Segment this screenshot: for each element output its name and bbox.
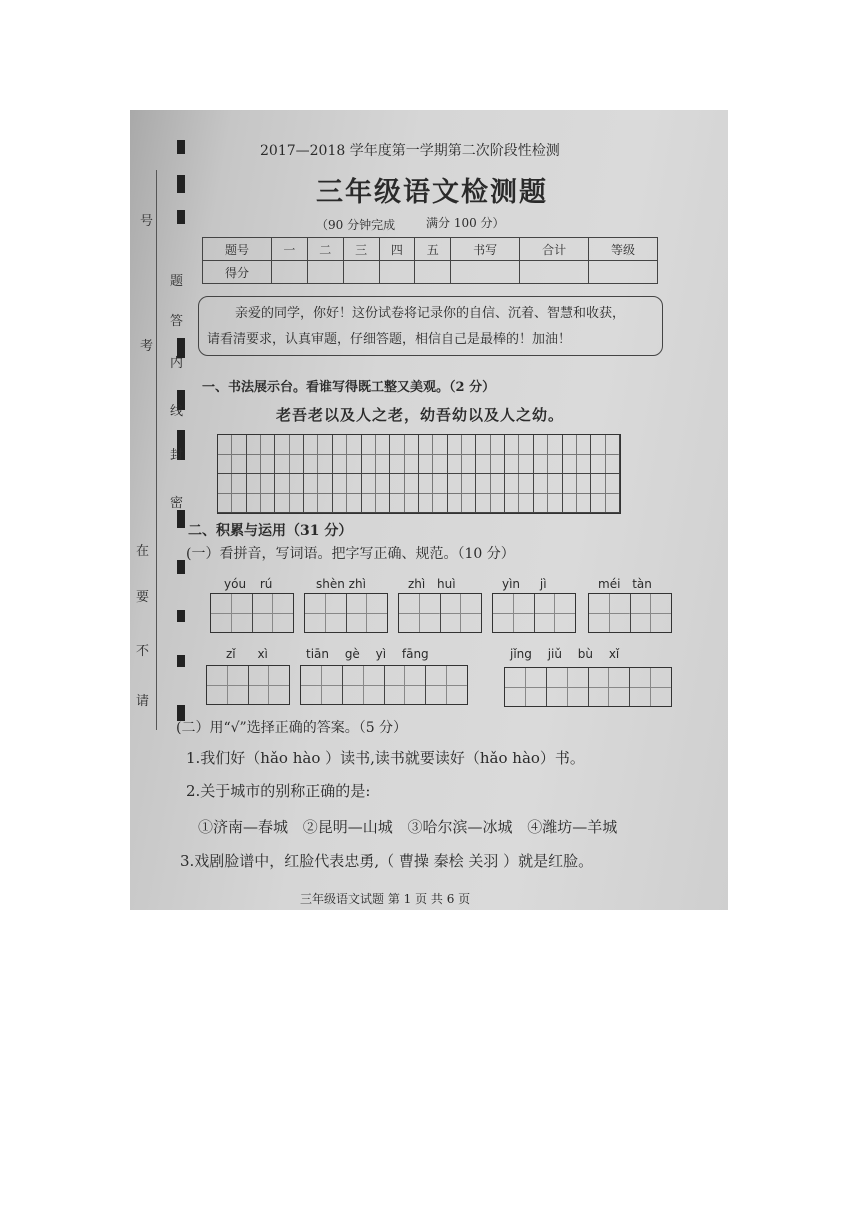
subsection-heading: (二）用“√”选择正确的答案。（5 分） xyxy=(176,720,408,736)
answer-boxes[interactable] xyxy=(398,593,482,633)
question-2: 2.关于城市的别称正确的是: xyxy=(186,782,371,800)
question-1: 1.我们好（hǎo hào ）读书,读书就要读好（hǎo hào）书。 xyxy=(186,749,585,767)
score-input-cell[interactable] xyxy=(271,261,307,284)
binding-mark xyxy=(177,175,185,193)
sidebar-char: 要 xyxy=(136,590,150,605)
score-table xyxy=(202,237,658,284)
answer-boxes[interactable] xyxy=(504,667,672,707)
pinyin-label: zǐ xì xyxy=(226,647,268,661)
table-cell: 一 xyxy=(271,238,307,261)
binding-mark xyxy=(177,140,185,154)
calligraphy-sentence: 老吾老以及人之老，幼吾幼以及人之幼。 xyxy=(276,406,565,424)
pinyin-label: yóu rú xyxy=(224,577,273,591)
score-input-cell[interactable] xyxy=(379,261,415,284)
sidebar-char: 内 xyxy=(170,356,184,371)
full-score: 满分 100 分） xyxy=(426,216,505,230)
pinyin-label: zhì huì xyxy=(408,577,456,591)
answer-boxes[interactable] xyxy=(304,593,388,633)
sidebar-char: 密 xyxy=(170,496,184,511)
table-cell: 书写 xyxy=(451,238,520,261)
sidebar-char: 答 xyxy=(170,314,184,329)
binding-mark xyxy=(177,510,185,528)
binding-line xyxy=(156,170,157,730)
table-row xyxy=(203,261,658,284)
sidebar-char: 线 xyxy=(170,404,184,419)
page-title: 三年级语文检测题 xyxy=(316,177,548,208)
table-cell: 三 xyxy=(343,238,379,261)
pinyin-label: jǐng jiǔ bù xǐ xyxy=(510,647,620,661)
table-cell: 题号 xyxy=(203,238,272,261)
answer-boxes[interactable] xyxy=(300,665,468,705)
binding-mark xyxy=(177,610,185,622)
pinyin-label: méi tàn xyxy=(598,577,652,591)
table-cell: 得分 xyxy=(203,261,272,284)
table-cell: 合计 xyxy=(520,238,589,261)
sidebar-char: 不 xyxy=(136,644,150,659)
section-heading: 二、积累与运用（31 分） xyxy=(188,523,353,539)
banner-line: 请看清要求，认真审题，仔细答题，相信自己是最棒的！加油！ xyxy=(207,332,572,347)
answer-boxes[interactable] xyxy=(206,665,290,705)
question-2-options: ①济南—春城 ②昆明—山城 ③哈尔滨—冰城 ④潍坊—羊城 xyxy=(198,818,618,836)
table-cell: 二 xyxy=(307,238,343,261)
banner-line: 亲爱的同学，你好！这份试卷将记录你的自信、沉着、智慧和收获， xyxy=(235,306,626,321)
binding-mark xyxy=(177,655,185,667)
calligraphy-grid[interactable] xyxy=(217,434,621,514)
score-input-cell[interactable] xyxy=(451,261,520,284)
table-cell: 等级 xyxy=(589,238,658,261)
score-input-cell[interactable] xyxy=(307,261,343,284)
sidebar-char: 题 xyxy=(170,274,184,289)
binding-mark xyxy=(177,210,185,224)
time-limit: （90 分钟完成 xyxy=(316,218,396,232)
score-input-cell[interactable] xyxy=(343,261,379,284)
answer-boxes[interactable] xyxy=(210,593,294,633)
sidebar-char: 封 xyxy=(170,448,184,463)
subsection-heading: (一）看拼音，写词语。把字写正确、规范。（10 分） xyxy=(186,546,515,562)
exam-subtitle: 2017—2018 学年度第一学期第二次阶段性检测 xyxy=(260,143,560,159)
table-row xyxy=(203,238,658,261)
score-input-cell[interactable] xyxy=(520,261,589,284)
pinyin-label: shèn zhì xyxy=(316,577,366,591)
page-footer: 三年级语文试题 第 1 页 共 6 页 xyxy=(300,892,471,906)
answer-boxes[interactable] xyxy=(492,593,576,633)
section-heading: 一、书法展示台。看谁写得既工整又美观。（2 分） xyxy=(202,380,496,395)
exam-photo xyxy=(130,110,728,910)
binding-mark xyxy=(177,560,185,574)
sidebar-char: 号 xyxy=(140,214,154,229)
sidebar-char: 考 xyxy=(140,339,154,354)
score-input-cell[interactable] xyxy=(415,261,451,284)
pinyin-label: tiān gè yì fāng xyxy=(306,647,429,661)
pinyin-label: yìn jì xyxy=(502,577,547,591)
score-input-cell[interactable] xyxy=(589,261,658,284)
sidebar-char: 请 xyxy=(136,694,150,709)
answer-boxes[interactable] xyxy=(588,593,672,633)
sidebar-char: 在 xyxy=(136,544,150,559)
table-cell: 四 xyxy=(379,238,415,261)
encouragement-banner xyxy=(198,296,663,356)
question-3: 3.戏剧脸谱中，红脸代表忠勇,（ 曹操 秦桧 关羽 ）就是红脸。 xyxy=(180,852,594,870)
table-cell: 五 xyxy=(415,238,451,261)
